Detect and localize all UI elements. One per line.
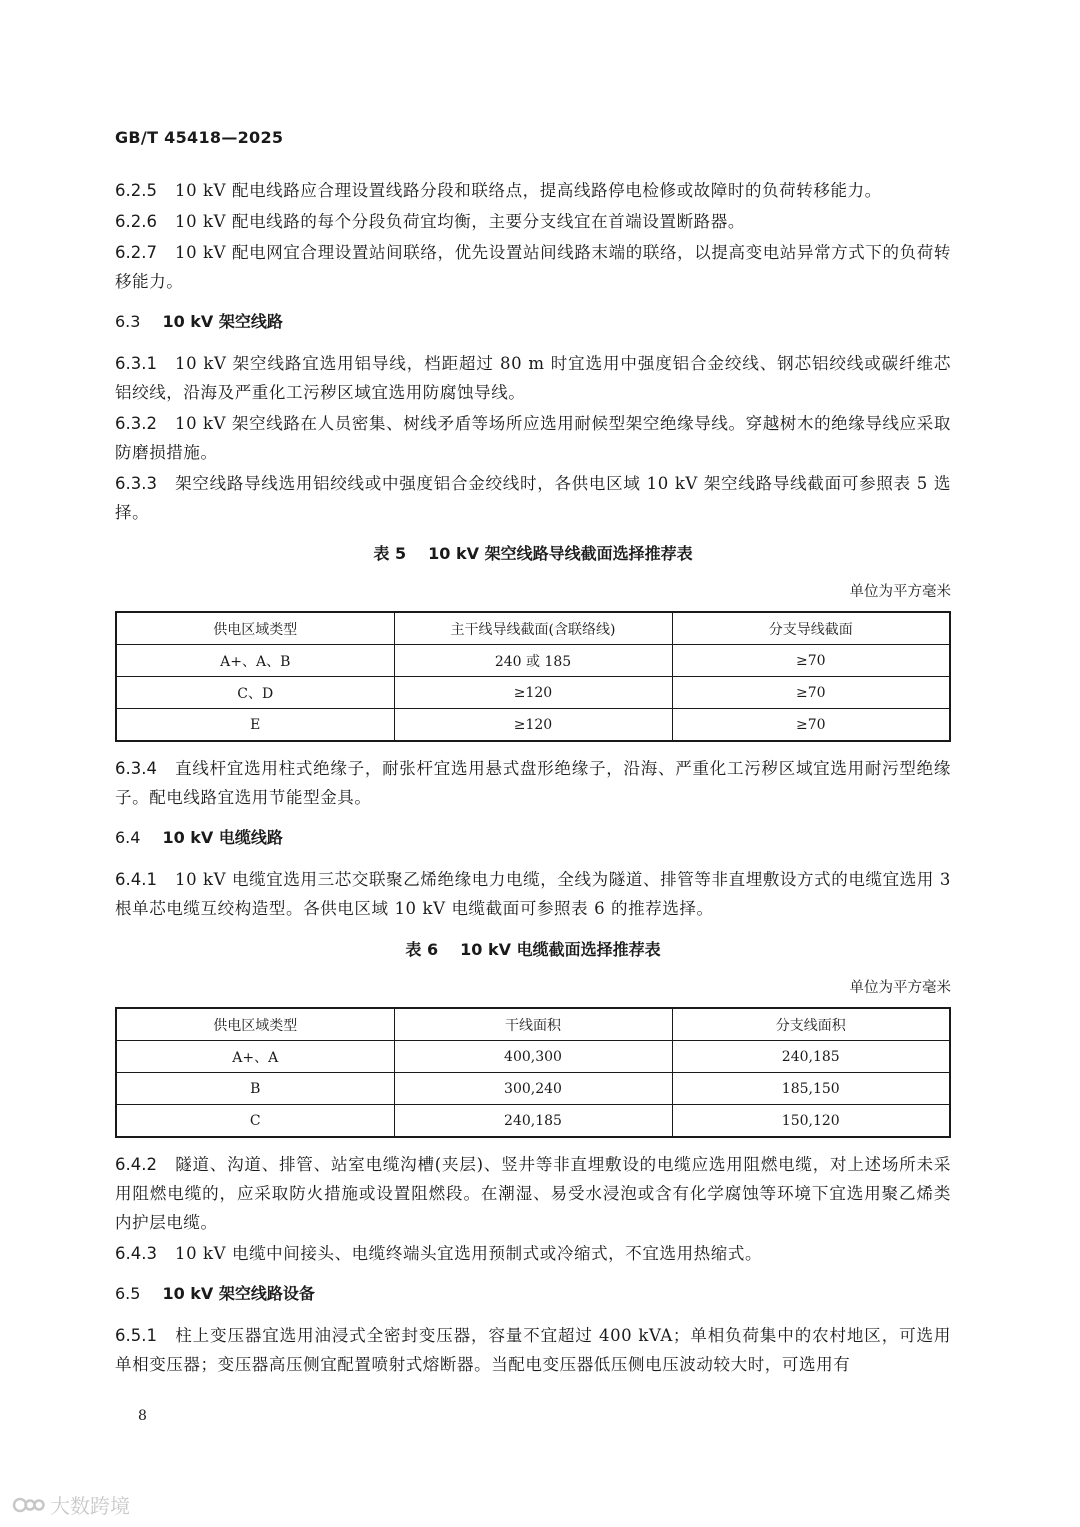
table-6-caption bbox=[115, 937, 951, 963]
table-cell: E bbox=[116, 709, 394, 742]
clause-paragraph bbox=[115, 865, 951, 923]
table-header-row bbox=[116, 612, 950, 645]
section-heading bbox=[115, 825, 951, 851]
section-block-a bbox=[115, 176, 951, 527]
section-block-b bbox=[115, 754, 951, 923]
clause-text: 10 kV 架空线路宜选用铝导线，档距超过 80 m 时宜选用中强度铝合金绞线、钢芯铝绞线或碳纤维芯铝绞线，沿海及严重化工污秽区域宜选用防腐蚀导线。 bbox=[115, 354, 951, 402]
table-cell: A+、A、B bbox=[116, 645, 394, 677]
table-cell: ≥120 bbox=[394, 677, 672, 709]
table-5-title: 10 kV 架空线路导线截面选择推荐表 bbox=[428, 544, 693, 563]
clause-number: 6.2.5 bbox=[115, 181, 157, 200]
clause-number: 6.3.3 bbox=[115, 474, 157, 493]
clause-number: 6.4 bbox=[115, 828, 141, 847]
clause-text: 直线杆宜选用柱式绝缘子，耐张杆宜选用悬式盘形绝缘子，沿海、严重化工污秽区域宜选用耐污型绝缘子。配电线路宜选用节能型金具。 bbox=[115, 759, 951, 807]
clause-number: 6.3 bbox=[115, 312, 141, 331]
clause-text: 10 kV 架空线路在人员密集、树线矛盾等场所应选用耐候型架空绝缘导线。穿越树木的绝缘导线应采取防磨损措施。 bbox=[115, 414, 951, 462]
clause-paragraph bbox=[115, 349, 951, 407]
clause-paragraph bbox=[115, 238, 951, 296]
table-header-cell: 干线面积 bbox=[394, 1008, 672, 1041]
clause-number: 6.2.6 bbox=[115, 212, 157, 231]
table-header-cell: 供电区域类型 bbox=[116, 1008, 394, 1041]
clause-number: 6.4.3 bbox=[115, 1244, 157, 1263]
section-heading bbox=[115, 1281, 951, 1307]
table-row bbox=[116, 1105, 950, 1138]
clause-number: 6.2.7 bbox=[115, 243, 157, 262]
clause-number: 6.3.1 bbox=[115, 354, 157, 373]
section-block-c bbox=[115, 1150, 951, 1379]
table-row bbox=[116, 645, 950, 677]
table-6-unit: 单位为平方毫米 bbox=[849, 980, 951, 996]
table-row bbox=[116, 677, 950, 709]
table-cell: C bbox=[116, 1105, 394, 1138]
watermark-text: 大数跨境 bbox=[50, 1494, 130, 1518]
table-5-number: 表 5 bbox=[373, 544, 407, 563]
table-header-row bbox=[116, 1008, 950, 1041]
clause-paragraph bbox=[115, 1321, 951, 1379]
table-header-cell: 供电区域类型 bbox=[116, 612, 394, 645]
table-5-caption bbox=[115, 541, 951, 567]
clause-text: 10 kV 电缆宜选用三芯交联聚乙烯绝缘电力电缆，全线为隧道、排管等非直埋敷设方式的电缆宜选用 3 根单芯电缆互绞构造型。各供电区域 10 kV 电缆截面可参照表 6 的推荐选择。 bbox=[115, 870, 951, 918]
table-cell: 240 或 185 bbox=[394, 645, 672, 677]
clause-number: 6.5 bbox=[115, 1284, 141, 1303]
table-cell: ≥70 bbox=[672, 645, 950, 677]
page-number: 8 bbox=[138, 1408, 147, 1424]
clause-paragraph bbox=[115, 1239, 951, 1268]
table-6 bbox=[115, 1007, 951, 1138]
table-header-cell: 分支导线截面 bbox=[672, 612, 950, 645]
clause-paragraph bbox=[115, 409, 951, 467]
clause-number: 6.4.1 bbox=[115, 870, 157, 889]
clause-paragraph bbox=[115, 469, 951, 527]
table-cell: A+、A bbox=[116, 1041, 394, 1073]
table-row bbox=[116, 1073, 950, 1105]
section-title: 10 kV 电缆线路 bbox=[162, 828, 283, 847]
clause-text: 10 kV 电缆中间接头、电缆终端头宜选用预制式或冷缩式，不宜选用热缩式。 bbox=[174, 1244, 763, 1263]
section-heading bbox=[115, 309, 951, 335]
document-body bbox=[115, 176, 951, 1381]
table-5-unit: 单位为平方毫米 bbox=[849, 584, 951, 600]
standard-code: GB/T 45418—2025 bbox=[115, 128, 284, 147]
table-header-cell: 分支线面积 bbox=[672, 1008, 950, 1041]
table-5 bbox=[115, 611, 951, 742]
table-6-number: 表 6 bbox=[405, 940, 439, 959]
section-title: 10 kV 架空线路 bbox=[162, 312, 283, 331]
clause-paragraph bbox=[115, 207, 951, 236]
table-cell: 185,150 bbox=[672, 1073, 950, 1105]
table-cell: ≥70 bbox=[672, 677, 950, 709]
table-cell: 150,120 bbox=[672, 1105, 950, 1138]
table-cell: 240,185 bbox=[672, 1041, 950, 1073]
table-row bbox=[116, 709, 950, 742]
clause-paragraph bbox=[115, 754, 951, 812]
table-cell: 400,300 bbox=[394, 1041, 672, 1073]
table-6-title: 10 kV 电缆截面选择推荐表 bbox=[460, 940, 661, 959]
clause-number: 6.3.4 bbox=[115, 759, 157, 778]
watermark bbox=[12, 1490, 130, 1519]
clause-paragraph bbox=[115, 176, 951, 205]
section-title: 10 kV 架空线路设备 bbox=[162, 1284, 315, 1303]
clause-text: 10 kV 配电线路的每个分段负荷宜均衡，主要分支线宜在首端设置断路器。 bbox=[174, 212, 745, 231]
clause-number: 6.3.2 bbox=[115, 414, 157, 433]
clause-text: 柱上变压器宜选用油浸式全密封变压器，容量不宜超过 400 kVA；单相负荷集中的农村地区，可选用单相变压器；变压器高压侧宜配置喷射式熔断器。当配电变压器低压侧电压波动较大时，可选用有 bbox=[115, 1326, 951, 1374]
clause-text: 架空线路导线选用铝绞线或中强度铝合金绞线时，各供电区域 10 kV 架空线路导线截面可参照表 5 选择。 bbox=[115, 474, 951, 522]
clause-number: 6.4.2 bbox=[115, 1155, 157, 1174]
table-cell: B bbox=[116, 1073, 394, 1105]
watermark-logo-icon bbox=[12, 1494, 46, 1516]
clause-paragraph bbox=[115, 1150, 951, 1237]
clause-text: 隧道、沟道、排管、站室电缆沟槽(夹层)、竖井等非直埋敷设的电缆应选用阻燃电缆，对上述场所未采用阻燃电缆的，应采取防火措施或设置阻燃段。在潮湿、易受水浸泡或含有化学腐蚀等环境下宜选用聚乙烯类内护层电缆。 bbox=[115, 1155, 951, 1232]
table-cell: ≥120 bbox=[394, 709, 672, 742]
table-cell: ≥70 bbox=[672, 709, 950, 742]
table-cell: 240,185 bbox=[394, 1105, 672, 1138]
clause-text: 10 kV 配电线路应合理设置线路分段和联络点，提高线路停电检修或故障时的负荷转移能力。 bbox=[174, 181, 882, 200]
table-row bbox=[116, 1041, 950, 1073]
table-header-cell: 主干线导线截面(含联络线) bbox=[394, 612, 672, 645]
table-cell: C、D bbox=[116, 677, 394, 709]
table-cell: 300,240 bbox=[394, 1073, 672, 1105]
clause-number: 6.5.1 bbox=[115, 1326, 157, 1345]
clause-text: 10 kV 配电网宜合理设置站间联络，优先设置站间线路末端的联络，以提高变电站异常方式下的负荷转移能力。 bbox=[115, 243, 951, 291]
